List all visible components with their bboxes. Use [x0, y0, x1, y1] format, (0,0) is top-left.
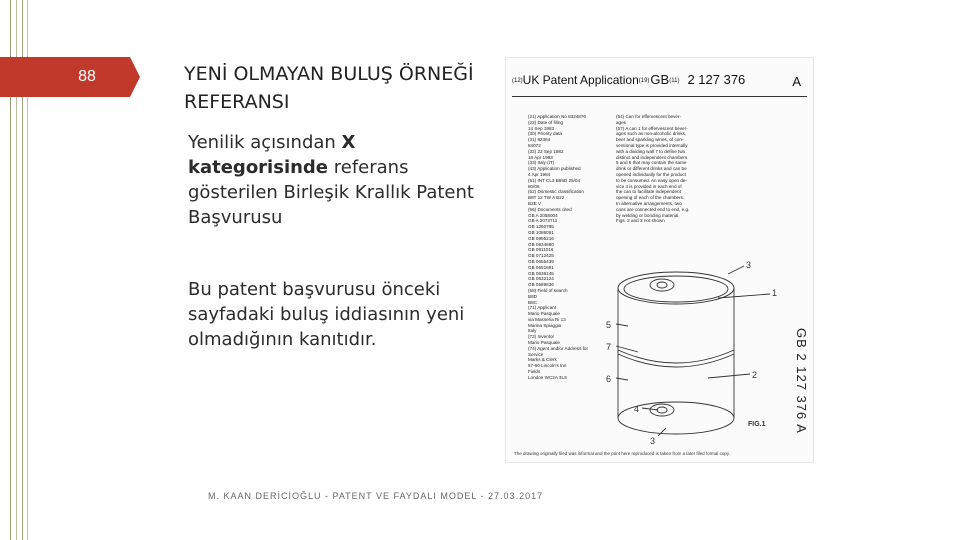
- patent-bib-line: GB 0655439: [528, 258, 554, 264]
- patent-bib-line: GB A 2058004: [528, 212, 558, 218]
- bottom-pull-tab-icon: [650, 404, 674, 416]
- patent-bib-line: GB 0995216: [528, 235, 554, 241]
- patent-bib-line: Italy: [528, 328, 537, 334]
- patent-bib-line: 18 Apr 1983: [528, 154, 553, 160]
- patent-bib-line: 84072: [528, 142, 541, 148]
- title-line-2: REFERANSI: [184, 91, 290, 113]
- patent-abstract-line: opened individually for the product: [616, 171, 686, 177]
- patent-bib-line: GB 0811016: [528, 247, 554, 253]
- patent-bib-line: (30) Priority data: [528, 131, 562, 137]
- patent-bib-line: 80/06: [528, 183, 540, 189]
- patent-kind: A: [792, 74, 801, 89]
- paragraph-proof: Bu patent başvurusu önceki sayfadaki buluş iddiasının yeni olmadığının kanıtıdır.: [188, 279, 465, 350]
- callout-3-bottom: 3: [650, 436, 656, 446]
- patent-abstract-line: with a dividing wall 7 to define two: [616, 148, 686, 154]
- patent-bib-line: via Masseria Ri 13: [528, 316, 566, 322]
- para1-text: Yenilik açısından: [188, 132, 342, 153]
- patent-bib-line: (43) Application published: [528, 166, 581, 172]
- callout-5: 5: [606, 320, 612, 330]
- can-top-rim: [618, 272, 734, 304]
- patent-bib-line: (31) 82364: [528, 137, 551, 143]
- patent-header: [512, 72, 807, 97]
- para1-bold: X kategorisinde: [188, 132, 356, 178]
- patent-abstract-line: beer and sparkling wines, of con-: [616, 137, 684, 143]
- callout-3-top: 3: [746, 260, 752, 270]
- patent-bib-line: (51) INT CL3 B65D 25/04: [528, 177, 581, 183]
- patent-document-image: [505, 57, 814, 463]
- patent-bib-line: B2E V: [528, 200, 542, 206]
- patent-abstract-line: cans are connected end to end, e.g.: [616, 206, 690, 212]
- para1-text-end: referans gösterilen Birleşik Krallık Patent Başvurusu: [188, 157, 474, 228]
- patent-abstract-line: 5 and 6 that may contain the same: [616, 160, 687, 166]
- patent-bib-line: GB A 2073711: [528, 218, 558, 224]
- patent-bib-line: 57-60 Lincoln's Inn: [528, 363, 567, 369]
- patent-bib-line: GB 0589836: [528, 282, 554, 288]
- patent-number: 2 127 376: [687, 72, 746, 87]
- patent-abstract-column: [616, 114, 720, 224]
- slide-title: [184, 60, 504, 116]
- patent-bib-line: B8D: [528, 293, 537, 299]
- patent-bib-line: Mario Pasquale: [528, 340, 560, 346]
- patent-bib-line: (32) 23 Sep 1982: [528, 148, 564, 154]
- patent-bib-line: GB 1086091: [528, 229, 554, 235]
- patent-bib-line: Fields: [528, 369, 541, 375]
- patent-bib-line: (21) Application No 8324876: [528, 114, 586, 119]
- patent-abstract-line: to be consumed. An easy open de-: [616, 177, 687, 183]
- patent-side-number: GB 2 127 376 A: [794, 328, 809, 434]
- patent-bib-line: (56) Documents cited: [528, 206, 572, 212]
- patent-bibliographic-column: [528, 114, 606, 381]
- patent-abstract-line: ventional type is provided internally: [616, 142, 688, 148]
- patent-bib-line: (33) Italy (IT): [528, 160, 555, 166]
- patent-country: GB: [650, 72, 670, 87]
- patent-abstract-line: drink or different drinks and can be: [616, 166, 687, 172]
- top-pull-tab-icon: [650, 279, 674, 291]
- patent-bib-line: GB 0834880: [528, 241, 554, 247]
- callout-1: 1: [772, 288, 778, 298]
- patent-bib-line: (58) Field of search: [528, 287, 568, 293]
- figure-label: FIG.1: [748, 421, 766, 428]
- patent-bib-line: (74) Agent and/or Address for: [528, 345, 589, 351]
- patent-bib-line: (22) Date of filing: [528, 119, 563, 125]
- title-line-1: YENİ OLMAYAN BULUŞ ÖRNEĞİ: [184, 63, 474, 85]
- patent-bib-line: Marina Spiaggia: [528, 322, 562, 328]
- patent-bib-line: (71) Applicant: [528, 305, 557, 311]
- callout-6: 6: [606, 374, 612, 384]
- patent-bib-line: B8C: [528, 299, 537, 305]
- patent-abstract-line: In alternative arrangements, two: [616, 200, 682, 206]
- paragraph-reference: [188, 130, 488, 230]
- patent-bib-line: B8T 12 TW A B22: [528, 195, 565, 201]
- patent-abstract-line: Figs. 2 and 3 not shown: [616, 218, 665, 224]
- patent-abstract-line: (54) Can for effervescent bever-: [616, 114, 682, 119]
- patent-bib-line: GB 0636145: [528, 270, 554, 276]
- slide-number-tab: [0, 57, 130, 97]
- can-drawing: [598, 258, 794, 458]
- patent-bib-line: GB 1260785: [528, 224, 554, 230]
- patent-bib-line: Mario Pasquale: [528, 311, 560, 317]
- patent-bib-line: Service: [528, 351, 544, 357]
- patent-bib-line: GB 0712425: [528, 253, 554, 259]
- footer-text: M. KAAN DERİCİOĞLU - PATENT VE FAYDALI MODEL - 27.03.2017: [208, 491, 544, 501]
- patent-prefix-11: (11): [669, 77, 680, 84]
- patent-abstract-line: the can to facilitate independent: [616, 189, 681, 195]
- patent-abstract-line: (57) A can 1 for effervescent bever-: [616, 125, 688, 131]
- patent-bib-line: GB 0632124: [528, 276, 554, 282]
- patent-prefix-12: (12): [512, 77, 523, 84]
- callout-2: 2: [752, 370, 758, 380]
- patent-title: UK Patent Application: [522, 73, 639, 87]
- patent-bib-line: London WC2A 3LS: [528, 374, 568, 380]
- patent-abstract-line: vice 4 is provided in each end of: [616, 183, 682, 189]
- patent-bib-line: (72) Inventor: [528, 334, 555, 340]
- figure-caption: The drawing originally filed was informal and the print here reproduced is taken from a later filed formal copy.: [514, 451, 731, 456]
- callout-7: 7: [606, 342, 612, 352]
- patent-abstract-line: opening of each of the chambers.: [616, 195, 685, 201]
- callout-4: 4: [634, 404, 640, 414]
- patent-bib-line: (52) Domestic classification: [528, 189, 584, 195]
- patent-abstract-line: ages such as non-alcoholic drinks,: [616, 131, 687, 137]
- slide-number: 88: [78, 68, 96, 85]
- patent-prefix-19: (19): [638, 77, 650, 84]
- patent-abstract-line: by welding or bonding material.: [616, 212, 680, 218]
- patent-bib-line: 4 Apr 1984: [528, 171, 551, 177]
- patent-bib-line: GB 0651691: [528, 264, 554, 270]
- patent-abstract-line: distinct and independent chambers: [616, 154, 688, 160]
- patent-bib-line: Marks & Clerk: [528, 357, 557, 363]
- patent-abstract-line: ages: [616, 119, 626, 125]
- patent-bib-line: 14 Sep 1983: [528, 125, 555, 131]
